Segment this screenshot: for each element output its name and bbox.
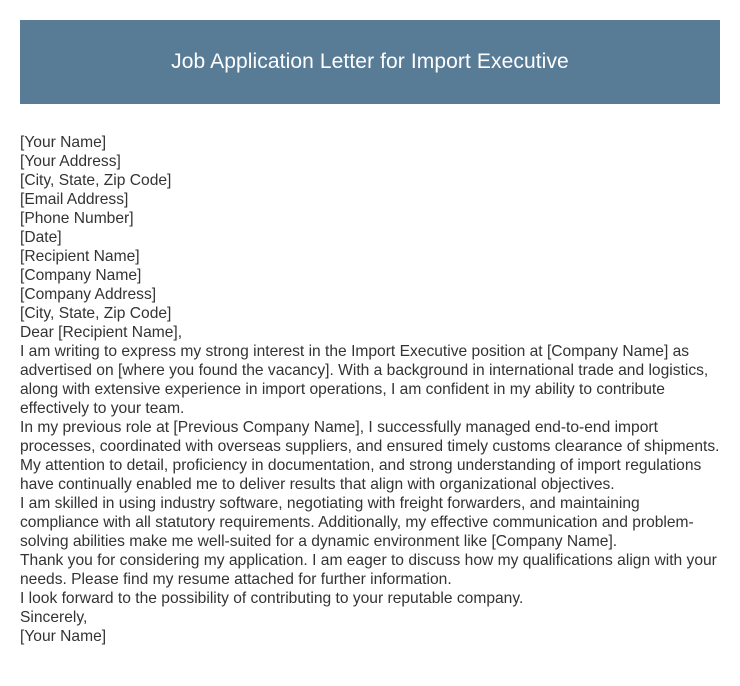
paragraph-skills: I am skilled in using industry software, negotiating with freight forwarders, and maintaining compliance with all statutory requirements. Additionally, my effective communication and problem-solving abilities make me well-suited for a dynamic environment like [Company Name]. — [20, 495, 694, 550]
letter-body — [20, 133, 720, 646]
paragraph-experience: In my previous role at [Previous Company Name], I successfully managed end-to-end import processes, coordinated with overseas suppliers, and ensured timely customs clearance of shipments. My attention to detail, proficiency in documentation, and strong understanding of import regulations have continually enabled me to deliver results that align with organizational objectives. — [20, 419, 720, 493]
sender-city-state-zip: [City, State, Zip Code] — [20, 172, 172, 189]
sender-phone: [Phone Number] — [20, 210, 134, 227]
sender-email: [Email Address] — [20, 191, 129, 208]
salutation: Dear [Recipient Name], — [20, 324, 183, 341]
paragraph-introduction: I am writing to express my strong interest in the Import Executive position at [Company Name] as advertised on [where you found the vacancy]. With a background in international trade and logistics, along with extensive experience in import operations, I am confident in my ability to contribute effectively to your team. — [20, 343, 709, 417]
closing: Sincerely, — [20, 609, 88, 626]
header-banner — [20, 20, 720, 104]
sender-name: [Your Name] — [20, 134, 107, 151]
signature-name: [Your Name] — [20, 628, 107, 645]
company-city-state-zip: [City, State, Zip Code] — [20, 305, 172, 322]
paragraph-closing-remark: I look forward to the possibility of contributing to your reputable company. — [20, 590, 524, 607]
letter-date: [Date] — [20, 229, 62, 246]
company-address: [Company Address] — [20, 286, 157, 303]
company-name: [Company Name] — [20, 267, 142, 284]
page-title: Job Application Letter for Import Executive — [171, 50, 569, 73]
recipient-name: [Recipient Name] — [20, 248, 140, 265]
sender-address: [Your Address] — [20, 153, 121, 170]
paragraph-thanks: Thank you for considering my application. I am eager to discuss how my qualifications align with your needs. Please find my resume attached for further information. — [20, 552, 717, 588]
